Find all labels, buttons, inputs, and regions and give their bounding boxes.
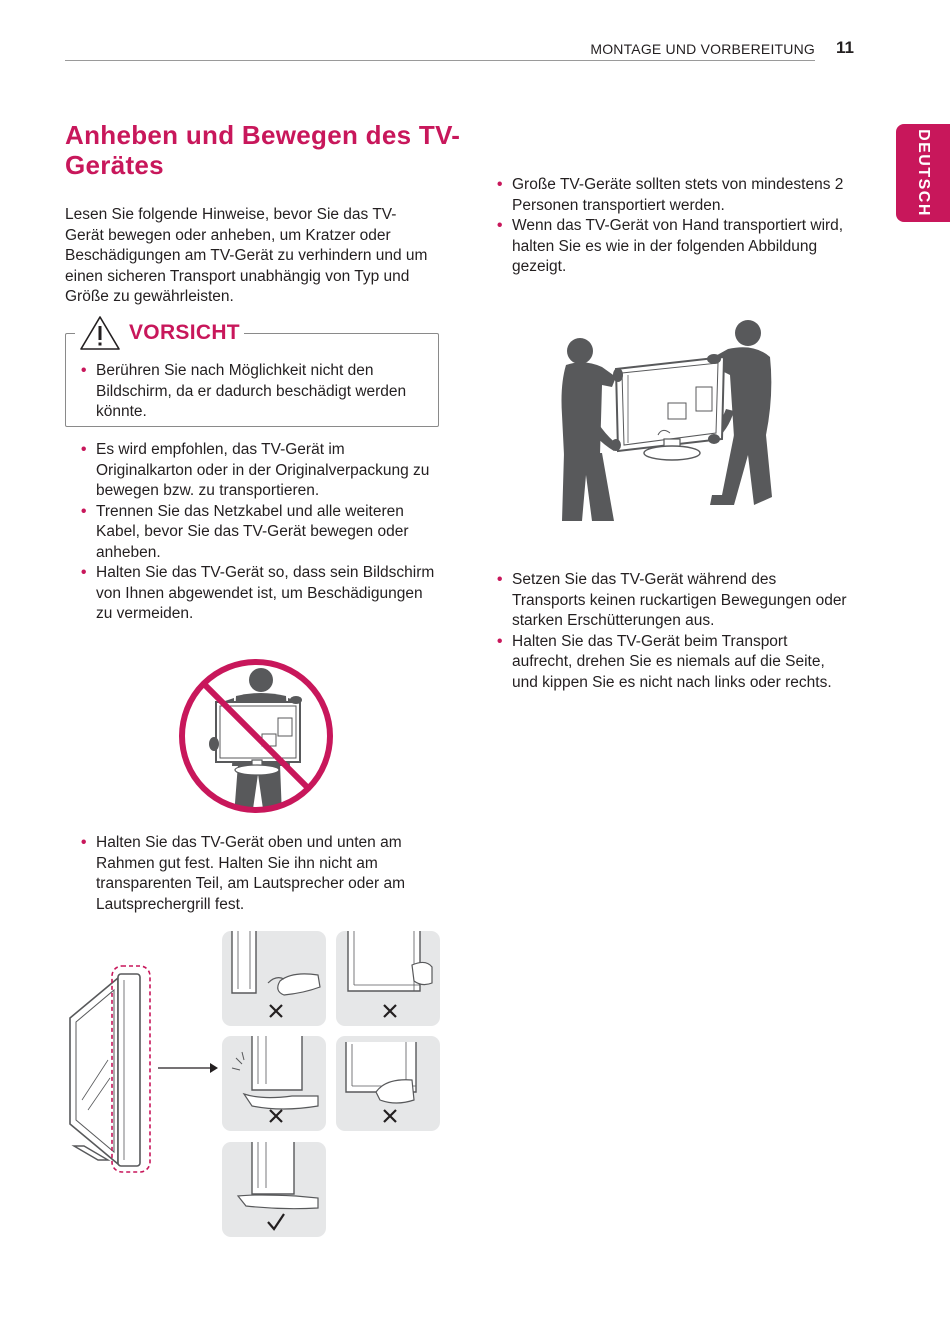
prohibited-carry-illustration — [176, 656, 336, 816]
list-item-text: Halten Sie das TV-Gerät beim Transport aufrecht, drehen Sie es niemals auf die Seite, und kippen Sie es nicht nach links oder rechts. — [512, 632, 832, 691]
bullet: • — [81, 441, 87, 458]
grip-panel-wrong — [222, 931, 326, 1026]
caution-list — [65, 361, 435, 423]
grip-panel-wrong — [222, 1036, 326, 1131]
list-item-text: Große TV-Geräte sollten stets von mindestens 2 Personen transportiert werden. — [512, 176, 844, 214]
grip-panel-wrong — [336, 931, 440, 1026]
list-item — [65, 563, 435, 625]
bullet: • — [497, 571, 503, 588]
bullet: • — [81, 564, 87, 581]
list-item-text: Es wird empfohlen, das TV-Gerät im Originalkarton oder in der Originalverpackung zu bewegen bzw. zu transportieren. — [96, 441, 430, 499]
section-title: MONTAGE UND VORBEREITUNG — [590, 41, 815, 57]
bullet: • — [81, 834, 87, 851]
list-item — [65, 502, 435, 564]
right-list-bottom — [481, 570, 851, 693]
list-item-text: Berühren Sie nach Möglichkeit nicht den Bildschirm, da er dadurch beschädigt werden könnte. — [96, 362, 407, 420]
bullet: • — [497, 176, 503, 193]
list-item — [481, 216, 851, 278]
page-number: 11 — [836, 38, 854, 57]
bullet: • — [81, 362, 87, 379]
list-item-text: Wenn das TV-Gerät von Hand transportiert wird, halten Sie es wie in der folgenden Abbildung gezeigt. — [512, 217, 844, 275]
left-list — [65, 440, 435, 625]
hold-list — [65, 833, 435, 915]
grip-panel-correct — [222, 1142, 326, 1237]
grip-panel-wrong — [336, 1036, 440, 1131]
list-item-text: Setzen Sie das TV-Gerät während des Transports keinen ruckartigen Bewegungen oder starken Erschütterungen aus. — [512, 571, 847, 629]
list-item — [481, 570, 851, 632]
list-item-text: Halten Sie das TV-Gerät so, dass sein Bildschirm von Ihnen abgewendet ist, um Beschädigungen zu vermeiden. — [96, 564, 435, 622]
intro-paragraph: Lesen Sie folgende Hinweise, bevor Sie das TV-Gerät bewegen oder anheben, um Kratzer oder Beschädigungen am TV-Gerät zu verhindern und um einen sicheren Transport unabhängig von Typ und Größe zu gewährleisten. — [65, 206, 428, 305]
bullet: • — [497, 632, 503, 650]
list-item — [481, 175, 851, 216]
grip-panels — [222, 931, 440, 1237]
caution-header — [75, 314, 244, 352]
language-tab — [896, 124, 950, 222]
list-item — [65, 361, 435, 423]
language-tab-label: DEUTSCH — [915, 129, 932, 217]
warning-triangle-icon — [79, 315, 121, 351]
list-item — [481, 632, 851, 694]
bullet: • — [81, 502, 87, 520]
list-item-text: Trennen Sie das Netzkabel und alle weiteren Kabel, bevor Sie das TV-Gerät bewegen oder anheben. — [96, 502, 409, 561]
two-person-carry-illustration — [558, 315, 778, 525]
right-list-top — [481, 175, 851, 278]
tv-side-view-illustration — [60, 960, 220, 1180]
list-item — [65, 833, 435, 915]
list-item — [65, 440, 435, 502]
list-item-text: Halten Sie das TV-Gerät oben und unten am Rahmen gut fest. Halten Sie ihn nicht am transparenten Teil, am Lautsprecher oder am Lautsprechergrill fest. — [96, 834, 406, 913]
bullet: • — [497, 217, 503, 234]
header-rule — [65, 60, 815, 61]
page-heading: Anheben und Bewegen des TV-Gerätes — [65, 120, 461, 180]
caution-title: VORSICHT — [129, 321, 240, 344]
